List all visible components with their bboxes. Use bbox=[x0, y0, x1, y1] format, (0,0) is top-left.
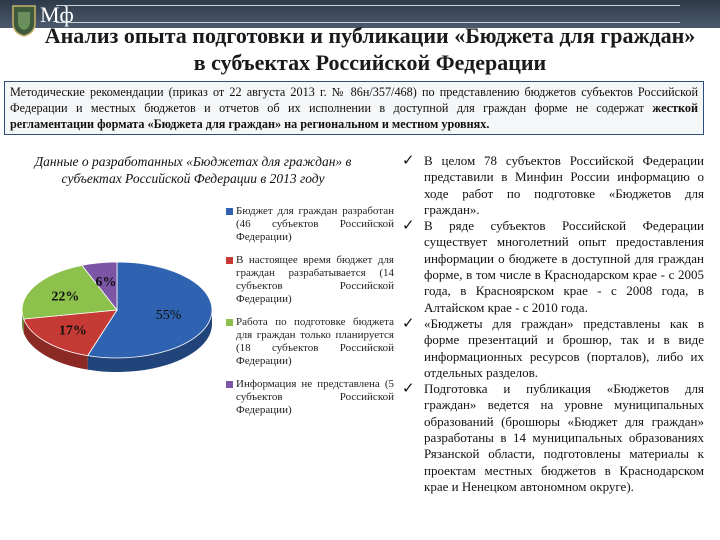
legend-label-0: Бюджет для граждан разработан (46 субъектов Российской Федерации) bbox=[236, 205, 394, 243]
bullet-item-3 bbox=[401, 381, 704, 495]
legend-swatch-1 bbox=[226, 257, 233, 264]
checkmark-icon: ✓ bbox=[402, 216, 415, 235]
pie-label-2: 22% bbox=[51, 289, 80, 305]
checkmark-icon: ✓ bbox=[402, 151, 415, 169]
bullet-list bbox=[401, 153, 704, 495]
pie-label-3: 6% bbox=[95, 274, 117, 290]
chart-caption: Данные о разработанных «Бюджетах для граждан» в субъектах Российской Федерации в 2013 году bbox=[34, 154, 352, 186]
chart-legend bbox=[226, 205, 394, 427]
pie-label-1: 17% bbox=[58, 323, 87, 339]
pie-chart bbox=[10, 205, 225, 375]
bullet-text-2: «Бюджеты для граждан» представлены как в форме презентаций и брошюр, так и в виде информационных ресурсов (порталов), либо их отдельных разделов. bbox=[424, 315, 704, 380]
checkmark-icon: ✓ bbox=[402, 313, 415, 332]
legend-label-1: В настоящее время бюджет для граждан разрабатывается (14 субъектов Российской Федерации) bbox=[236, 254, 394, 305]
page-title: Анализ опыта подготовки и публикации «Бюджета для граждан» в субъектах Российской Федерации bbox=[44, 23, 696, 75]
emblem-icon bbox=[10, 3, 38, 37]
banner-line bbox=[56, 5, 680, 23]
bullet-text-0: В целом 78 субъектов Российской Федерации представили в Минфин России информацию о ходе работ по подготовке «Бюджетов для граждан». bbox=[424, 153, 704, 217]
legend-swatch-0 bbox=[226, 208, 233, 215]
recommendation-text: Методические рекомендации (приказ от 22 августа 2013 г. № 86н/357/468) по представлению бюджетов субъектов Российской Федерации и местных бюджетов и отчетов об их исполнении в доступной для граждан форме не содержат bbox=[10, 85, 698, 115]
legend-swatch-3 bbox=[226, 381, 233, 388]
logo-text: Мф bbox=[40, 2, 74, 27]
bullet-text-3: Подготовка и публикация «Бюджетов для граждан» ведется на уровне муниципальных образований (брошюры «Бюджет для граждан» разработаны в 14 муниципальных образованиях Рязанской области, подготовлены материалы к проектам местных бюджетов в Краснодарском крае и Ненецком автономном округе). bbox=[424, 381, 704, 494]
legend-item-1 bbox=[226, 254, 394, 306]
checkmark-icon: ✓ bbox=[402, 379, 415, 398]
recommendation-box bbox=[4, 81, 704, 135]
bullet-item-0 bbox=[401, 153, 704, 218]
recommendation-bold-text: жесткой регламентации формата «Бюджета для граждан» на региональном и местном уровнях. bbox=[10, 101, 698, 131]
bullet-item-2 bbox=[401, 313, 704, 381]
pie-label-0: 55% bbox=[155, 308, 182, 324]
bullet-item-1 bbox=[401, 218, 704, 316]
legend-label-3: Информация не представлена (5 субъектов Российской Федерации) bbox=[236, 378, 394, 416]
legend-swatch-2 bbox=[226, 319, 233, 326]
bullet-text-1: В ряде субъектов Российской Федерации существует многолетний опыт предоставления информации о бюджете в доступной для граждан форме, в том числе в Краснодарском крае - с 2005 года, в Красноярском крае - с 2008 года, в Алтайском крае - с 2010 года. bbox=[424, 218, 704, 315]
legend-item-0 bbox=[226, 205, 394, 244]
legend-item-2 bbox=[226, 316, 394, 368]
legend-item-3 bbox=[226, 378, 394, 417]
legend-label-2: Работа по подготовке бюджета для граждан только планируется (18 субъектов Российской Федерации) bbox=[236, 316, 394, 367]
